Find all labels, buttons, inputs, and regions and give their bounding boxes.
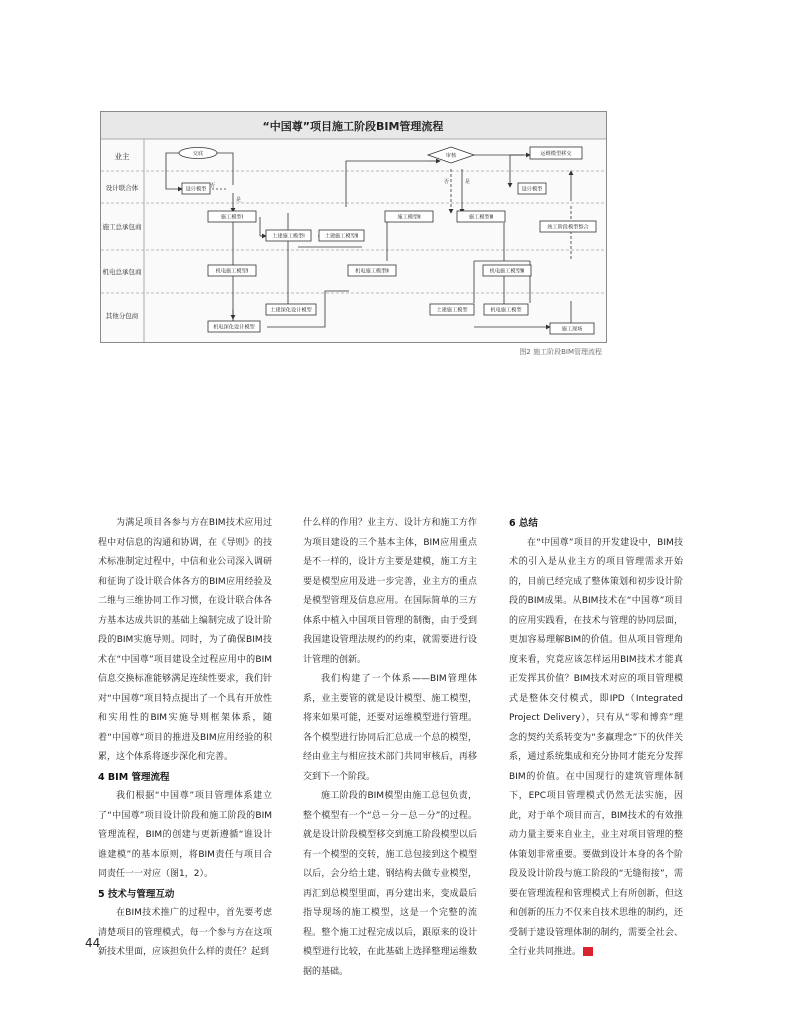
text-column-1 xyxy=(98,514,272,963)
text-column-2 xyxy=(303,514,477,982)
node-mep-model1-label: 机电施工模型Ⅰ xyxy=(215,268,249,275)
paragraph-text: 在“中国尊”项目的开发建设中，BIM技术的引入是从业主方的项目管理需求开始的，目前已经完成了整体策划和初步设计阶段的BIM成果。从BIM技术在“中国尊”项目的应用实践看，在技术与管理的协同层面，更加容易理解BIM的价值。但从项目管理角度来看，究竟应该怎样运用BIM技术才能真正发挥其价值？BIM技术对应的项目管理模式是整体交付模式，即IPD（Integrated Project Delivery），只有从“零和博弈”理念的契约关系转变为“多赢理念”下的伙伴关系，通过系统集成和充分协同才能充分发挥BIM的价值。在中国现行的建筑管理体制下，EPC项目管理模式仍然无法实施，因此，对于单个项目而言，BIM技术的有效推动力量主要来自业主，业主对项目管理的整体策划非常重要。要做到设计本身的各个阶段及设计阶段与施工阶段的“无缝衔接”，需要在管理流程和管理模式上有所创新，但这和创新的压力不仅来自技术思维的制约，还受制于建设管理体制的制约，需要全社会、全行业共同推进。 xyxy=(509,537,683,957)
end-mark-icon: AT xyxy=(583,947,593,956)
node-civil-model1-label: 土建施工模型Ⅰ xyxy=(272,233,305,240)
paragraph xyxy=(509,534,683,963)
node-civil-deep-label: 土建深化设计模型 xyxy=(270,307,312,314)
node-const-site-label: 施工现场 xyxy=(561,326,583,333)
flowchart-svg xyxy=(100,111,607,343)
node-design-model1-label: 设计模型 xyxy=(185,186,207,193)
figure-caption: 图2 施工阶段BIM管理流程 xyxy=(519,348,602,356)
node-integrate-label: 竣工阶段模型整合 xyxy=(547,224,589,231)
lane-owner: 业主 xyxy=(114,152,130,161)
lane-mep-contractor: 机电总承包商 xyxy=(102,268,142,276)
node-civil-model2-label: 土建施工模型Ⅱ xyxy=(324,233,359,240)
paragraph: 施工阶段的BIM模型由施工总包负责，整个模型有一个“总－分－总－分”的过程。就是设计阶段模型移交到施工阶段模型以后有一个模型的交转，施工总包接到这个模型以后，会分给土建、钢结构去做专业模型，再汇到总模型里面，再分建出来，变成最后指导现场的施工模型，这是一个完整的流程。整个施工过程完成以后，跟原来的设计模型进行比较，在此基础上选择整理运维数据的基础。 xyxy=(303,791,477,977)
node-gc-model2-label: 施工模型Ⅱ xyxy=(397,214,421,221)
paragraph: 我们根据“中国尊”项目管理体系建立了“中国尊”项目设计阶段和施工阶段的BIM管理流程，BIM的创建与更新遵循“谁设计谁建模”的基本原则，将BIM责任与项目合同责任一一对应（图1，2）。 xyxy=(98,791,272,879)
node-mep-deep-label: 机电深化设计模型 xyxy=(213,324,255,331)
paragraph: 为满足项目各参与方在BIM技术应用过程中对信息的沟通和协调，在《导则》的技术标准制定过程中，中信和业公司深入调研和征询了设计联合体各方的BIM应用经验及二维与三维协同工作习惯，在设计联合体各方基本达成共识的基础上编制完成了设计阶段的BIM实施导则。同时，为了确保BIM技术在“中国尊”项目建设全过程应用中的BIM信息交换标准能够满足连续性要求，我们针对“中国尊”项目特点提出了一个具有开放性和实用性的BIM实施导则框架体系，随着“中国尊”项目的推进及BIM应用经验的积累，这个体系将逐步深化和完善。 xyxy=(98,518,272,762)
node-mep-model3-label: 机电施工模型Ⅲ xyxy=(489,268,525,275)
lane-subcontractor: 其他分包商 xyxy=(105,312,139,320)
node-review2-label: 审核 xyxy=(445,153,457,159)
node-mep-const-label: 机电施工模型 xyxy=(490,307,522,314)
edge-label-no1: 否 xyxy=(210,183,216,189)
figure-title: “中国尊”项目施工阶段BIM管理流程 xyxy=(262,120,444,133)
paragraph: 什么样的作用？业主方、设计方和施工方作为项目建设的三个基本主体，BIM应用重点是不一样的，设计方主要是建模，施工方主要是模型应用及进一步完善，业主方的重点是模型管理及信息应用。在国际简单的三方体系中植入中国项目管理的制衡，由于受到我国建设管理法规约的约束，就需要进行设计管理的创新。 xyxy=(303,518,477,665)
paragraph: 我们构建了一个体系——BIM管理体系，业主要管的就是设计模型、施工模型，将来如果可能，还要对运维模型进行管理。各个模型进行协同后汇总成一个总的模型，经由业主与相应技术部门共同审核后，再移交到下一个阶段。 xyxy=(303,674,477,782)
flowchart-figure xyxy=(100,111,607,343)
paragraph: 在BIM技术推广的过程中，首先要考虑清楚项目的管理模式，每一个参与方在这项新技术里面，应该担负什么样的责任？起到 xyxy=(98,908,272,957)
node-gc-model1-label: 施工模型Ⅰ xyxy=(220,214,244,221)
node-mep-model2-label: 机电施工模型Ⅱ xyxy=(355,268,389,275)
node-design-model2-label: 设计模型 xyxy=(521,186,543,193)
edge-label-yes1: 是 xyxy=(236,197,242,203)
page-number: 44 xyxy=(85,936,101,950)
node-civil-const-label: 土建施工模型 xyxy=(436,307,468,314)
node-gc-model3-label: 施工模型Ⅲ xyxy=(468,214,494,221)
text-column-3 xyxy=(509,514,683,963)
figure-frame xyxy=(101,112,607,343)
node-review1-label: 交底 xyxy=(192,151,204,157)
edge-label-yes2: 是 xyxy=(465,179,471,185)
section-heading-5: 5 技术与管理互动 xyxy=(98,888,175,900)
node-ops-deliver-label: 运维模型移交 xyxy=(540,151,572,157)
section-heading-6: 6 总结 xyxy=(509,518,538,529)
section-heading-4: 4 BIM 管理流程 xyxy=(98,771,170,783)
lane-design: 设计联合体 xyxy=(105,184,139,192)
lane-general-contractor: 施工总承包商 xyxy=(102,223,142,231)
edge-label-no2: 否 xyxy=(444,179,450,185)
